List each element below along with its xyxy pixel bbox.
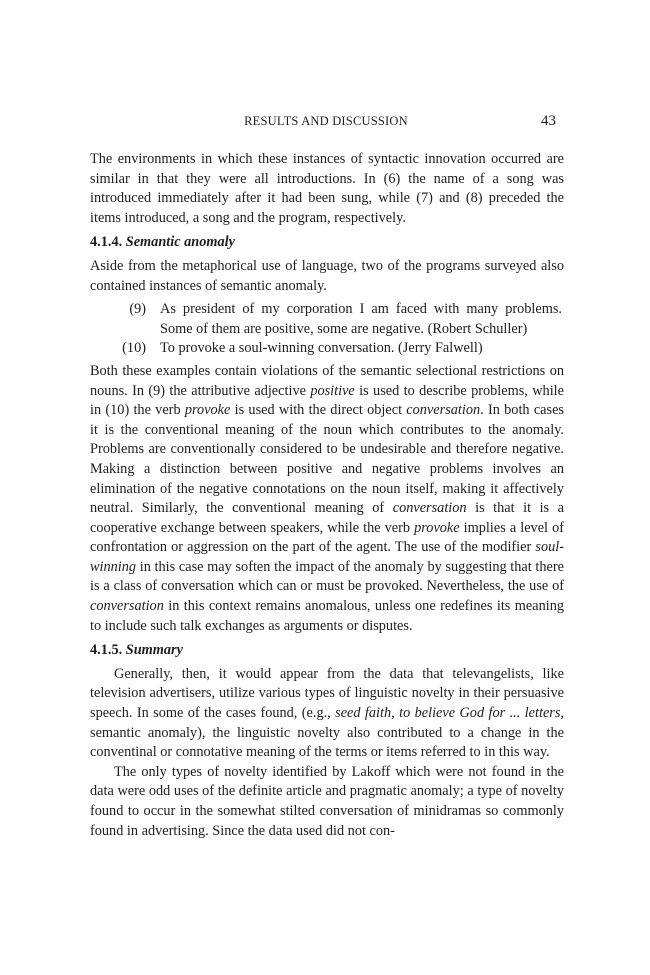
text-run: . In both cases it is the conventional meaning of the noun which contributes to the anomaly. Problems are conventionally considered to be undesirable and therefore negative. Making a distinction between positive and negative problems involves an elimination of the negative connotations on the noun itself, making it affectively neutral. Similarly, the conventional meaning of bbox=[90, 402, 565, 517]
example-text: To provoke a soul-winning conversation. (Jerry Falwell) bbox=[160, 340, 483, 357]
text-run: is used with the direct object bbox=[230, 402, 407, 419]
emphasis: positive bbox=[310, 382, 355, 399]
paragraph-5: The only types of novelty identified by Lakoff which were not found in the data were odd uses of the definite article and pragmatic anomaly; a type of novelty found to occur in the somewhat stilted conversation of minidramas so commonly found in advertising. Since the data used did not con- bbox=[90, 763, 564, 839]
example-item bbox=[90, 300, 564, 339]
page-number: 43 bbox=[541, 113, 556, 129]
text-run: is used to describe problems, while in (10) the verb bbox=[90, 382, 564, 419]
text-run: , semantic anomaly), the linguistic novelty also contributed to a change in the conventinal or connotative meaning of the terms or items referred to in this way. bbox=[90, 705, 564, 761]
running-head: RESULTS AND DISCUSSION bbox=[244, 114, 408, 128]
paragraph-2: Aside from the metaphorical use of language, two of the programs surveyed also contained instances of semantic anomaly. bbox=[90, 257, 564, 294]
section-heading-4-1-5 bbox=[90, 641, 564, 661]
section-number: 4.1.5. bbox=[90, 642, 123, 659]
emphasis: provoke bbox=[184, 402, 231, 419]
emphasis: soul-winning bbox=[90, 539, 564, 575]
example-item bbox=[90, 339, 564, 359]
text-run: in this case may soften the impact of the anomaly by suggesting that there is a class of conversation which can or must be provoked. Nevertheless, the use of bbox=[90, 558, 564, 595]
text-run: Generally, then, it would appear from the data that televangelists, like television advertisers, utilize various types of linguistic novelty in their persuasive speech. In some of the cases found, (e.g., bbox=[90, 665, 564, 722]
text-run: in this context remains anomalous, unless one redefines its meaning to include such talk exchanges as arguments or disputes. bbox=[90, 598, 564, 634]
section-number: 4.1.4. bbox=[90, 234, 123, 251]
example-text: As president of my corporation I am faced with many problems. Some of them are positive, some are negative. (Robert Schuller) bbox=[160, 301, 562, 337]
paragraph-4 bbox=[90, 665, 564, 763]
emphasis: conversation bbox=[90, 598, 164, 615]
emphasis: seed faith, to believe God for ... letters bbox=[335, 705, 561, 722]
page-header bbox=[90, 114, 562, 134]
emphasis: conversation bbox=[406, 402, 481, 419]
example-number: (10) bbox=[122, 340, 146, 357]
section-heading-4-1-4 bbox=[90, 233, 564, 253]
text-run: implies a level of confrontation or aggression on the part of the agent. The use of the modifier bbox=[90, 519, 564, 556]
emphasis: conversation bbox=[392, 500, 467, 517]
section-title: Summary bbox=[125, 642, 183, 659]
text-run: is that it is a cooperative exchange between speakers, while the verb bbox=[90, 500, 564, 536]
example-list bbox=[90, 300, 564, 359]
example-number: (9) bbox=[129, 301, 146, 318]
paragraph-3 bbox=[90, 362, 564, 636]
emphasis: provoke bbox=[414, 519, 460, 536]
body-text bbox=[90, 150, 564, 841]
section-title: Semantic anomaly bbox=[125, 234, 235, 251]
paragraph-1: The environments in which these instances of syntactic innovation occurred are similar in that they were all introductions. In (6) the name of a song was introduced immediately after it had been sung, while (7) and (8) preceded the items introduced, a song and the program, respectively. bbox=[90, 151, 564, 226]
text-run: Both these examples contain violations of the semantic selectional restrictions on nouns. In (9) the attributive adjective bbox=[90, 362, 564, 399]
